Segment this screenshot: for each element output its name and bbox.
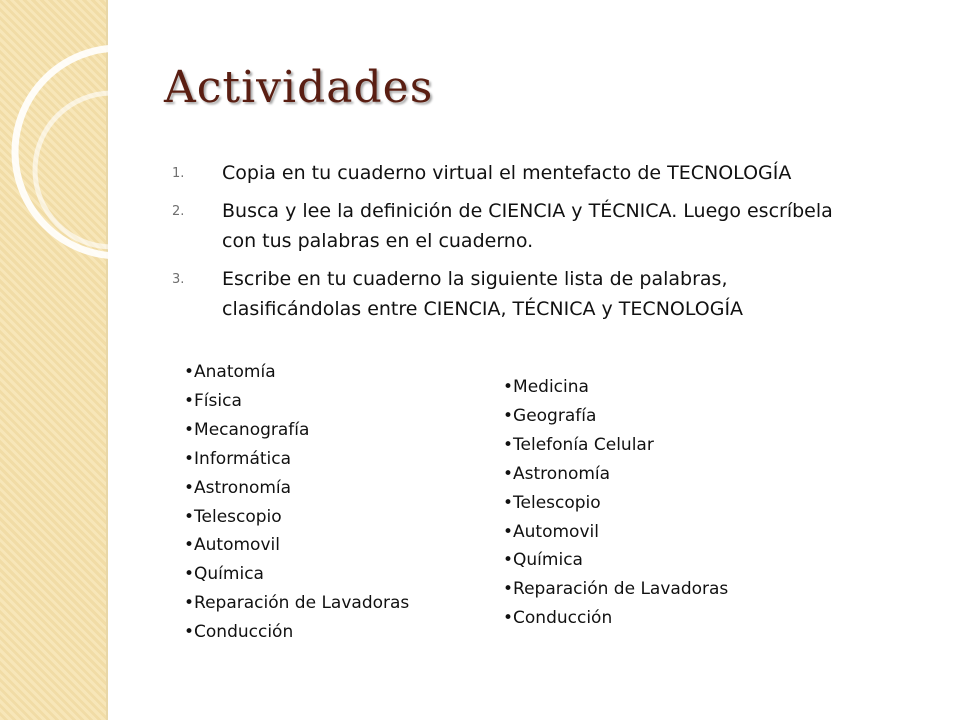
step-number: 2.: [172, 204, 185, 219]
word-item: •Reparación de Lavadoras: [184, 593, 410, 614]
word-item: •Química: [184, 564, 264, 585]
word-item: •Telefonía Celular: [503, 434, 654, 455]
word-item: •Conducción: [184, 622, 294, 643]
activity-step: [164, 264, 864, 324]
word-item: •Medicina: [503, 377, 589, 397]
word-item: •Física: [184, 390, 242, 411]
word-item: •Mecanografía: [184, 419, 310, 440]
step-text: Escribe en tu cuaderno la siguiente lista de palabras, clasificándolas entre CIENCIA, TÉCNICA y TECNOLOGÍA: [222, 268, 744, 320]
activity-steps: [164, 158, 864, 332]
word-item: •Telescopio: [503, 492, 601, 513]
word-item: •Anatomía: [184, 362, 276, 382]
word-item: •Astronomía: [503, 463, 611, 484]
activity-step: [164, 196, 864, 256]
word-list-right: [503, 373, 728, 633]
word-list-left: [184, 358, 409, 647]
step-text: Copia en tu cuaderno virtual el mentefacto de TECNOLOGÍA: [222, 162, 792, 184]
word-item: •Reparación de Lavadoras: [503, 579, 729, 600]
word-item: •Informática: [184, 448, 292, 469]
step-number: 1.: [172, 166, 185, 181]
word-item: •Química: [503, 550, 583, 571]
word-item: •Automovil: [503, 521, 599, 542]
slide-title: Actividades: [164, 62, 434, 113]
step-number: 3.: [172, 272, 185, 287]
step-text: Busca y lee la definición de CIENCIA y TÉCNICA. Luego escríbela con tus palabras en el cuaderno.: [222, 200, 833, 252]
word-item: •Automovil: [184, 535, 280, 556]
activity-step: [164, 158, 864, 188]
word-item: •Conducción: [503, 608, 613, 629]
word-item: •Astronomía: [184, 477, 292, 498]
word-item: •Telescopio: [184, 506, 282, 527]
word-item: •Geografía: [503, 405, 597, 426]
